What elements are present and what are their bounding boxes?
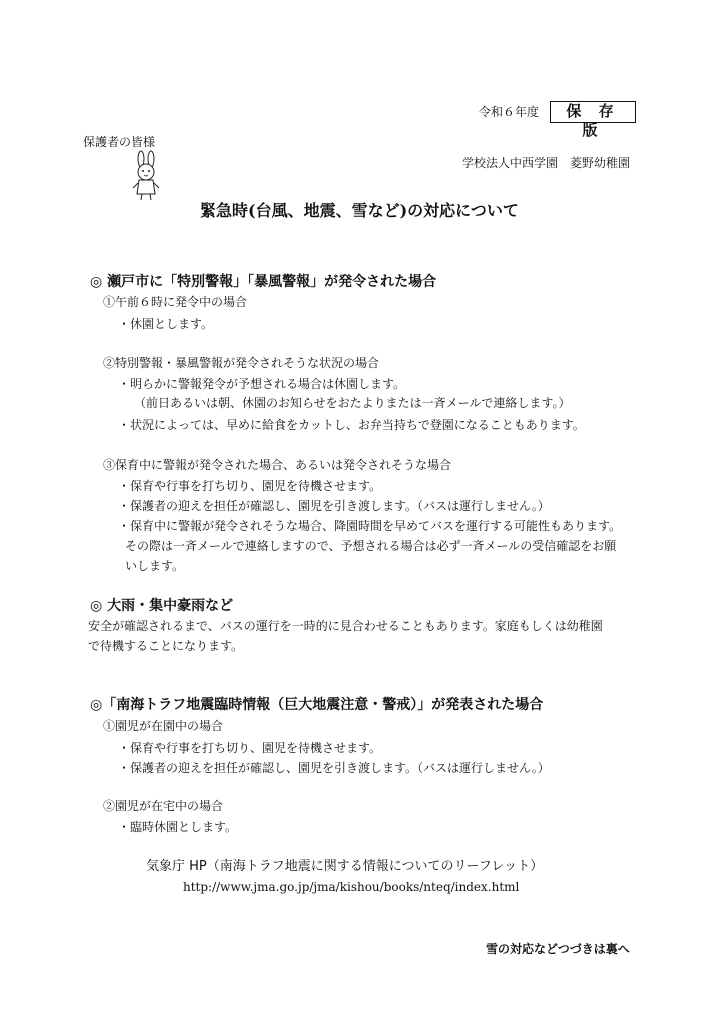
section3-sub1-label: ①園児が在園中の場合	[103, 719, 224, 733]
section2-heading: ◎ 大雨・集中豪雨など	[90, 598, 234, 614]
organization-name: 学校法人中西学園 菱野幼稚園	[462, 156, 631, 170]
list-item: ・状況によっては、早めに給食をカットし、お弁当持ちで登園になることもあります。	[118, 418, 585, 432]
list-item-cont: その際は一斉メールで連絡しますので、予想される場合は必ず一斉メールの受信確認をお願	[125, 539, 617, 553]
section1-sub1-label: ①午前６時に発令中の場合	[103, 295, 248, 309]
section1-sub3-label: ③保育中に警報が発令された場合、あるいは発令されそうな場合	[103, 458, 452, 472]
addressee: 保護者の皆様	[83, 135, 156, 149]
fiscal-year: 令和６年度	[479, 105, 540, 119]
save-label-box: 保 存 版	[550, 101, 636, 123]
list-item-note: （前日あるいは朝、休園のお知らせをおたよりまたは一斉メールで連絡します。）	[134, 396, 571, 410]
list-item: ・休園とします。	[118, 317, 214, 331]
list-item: ・保護者の迎えを担任が確認し、園児を引き渡します。（バスは運行しません。）	[118, 761, 550, 775]
section1-heading: ◎ 瀬戸市に「特別警報」「暴風警報」が発令された場合	[90, 274, 437, 290]
list-item: ・明らかに警報発令が予想される場合は休園します。	[118, 377, 406, 391]
section1-sub2-label: ②特別警報・暴風警報が発令されそうな状況の場合	[103, 356, 380, 370]
list-item-cont: いします。	[125, 559, 185, 573]
section2-body-line: で待機することになります。	[88, 639, 244, 653]
list-item: ・保育中に警報が発令されそうな場合、降園時間を早めてバスを運行する可能性もあります。	[118, 519, 622, 533]
list-item: ・保育や行事を打ち切り、園児を待機させます。	[118, 479, 382, 493]
list-item: ・臨時休園とします。	[118, 820, 238, 834]
continued-notice: 雪の対応などつづきは裏へ	[486, 942, 630, 956]
reference-title: 気象庁 HP（南海トラフ地震に関する情報についてのリーフレット）	[146, 859, 544, 874]
section3-sub2-label: ②園児が在宅中の場合	[103, 799, 224, 813]
reference-url-link[interactable]: http://www.jma.go.jp/jma/kishou/books/nteq/index.html	[183, 880, 520, 894]
rabbit-mascot-icon	[130, 150, 162, 202]
list-item: ・保護者の迎えを担任が確認し、園児を引き渡します。（バスは運行しません。）	[118, 499, 550, 513]
list-item: ・保育や行事を打ち切り、園児を待機させます。	[118, 741, 382, 755]
page-title: 緊急時(台風、地震、雪など)の対応について	[200, 201, 519, 220]
section3-heading: ◎「南海トラフ地震臨時情報（巨大地震注意・警戒）」が発表された場合	[90, 697, 544, 713]
section2-body-line: 安全が確認されるまで、バスの運行を一時的に見合わせることもあります。家庭もしくは幼稚園	[88, 619, 603, 633]
